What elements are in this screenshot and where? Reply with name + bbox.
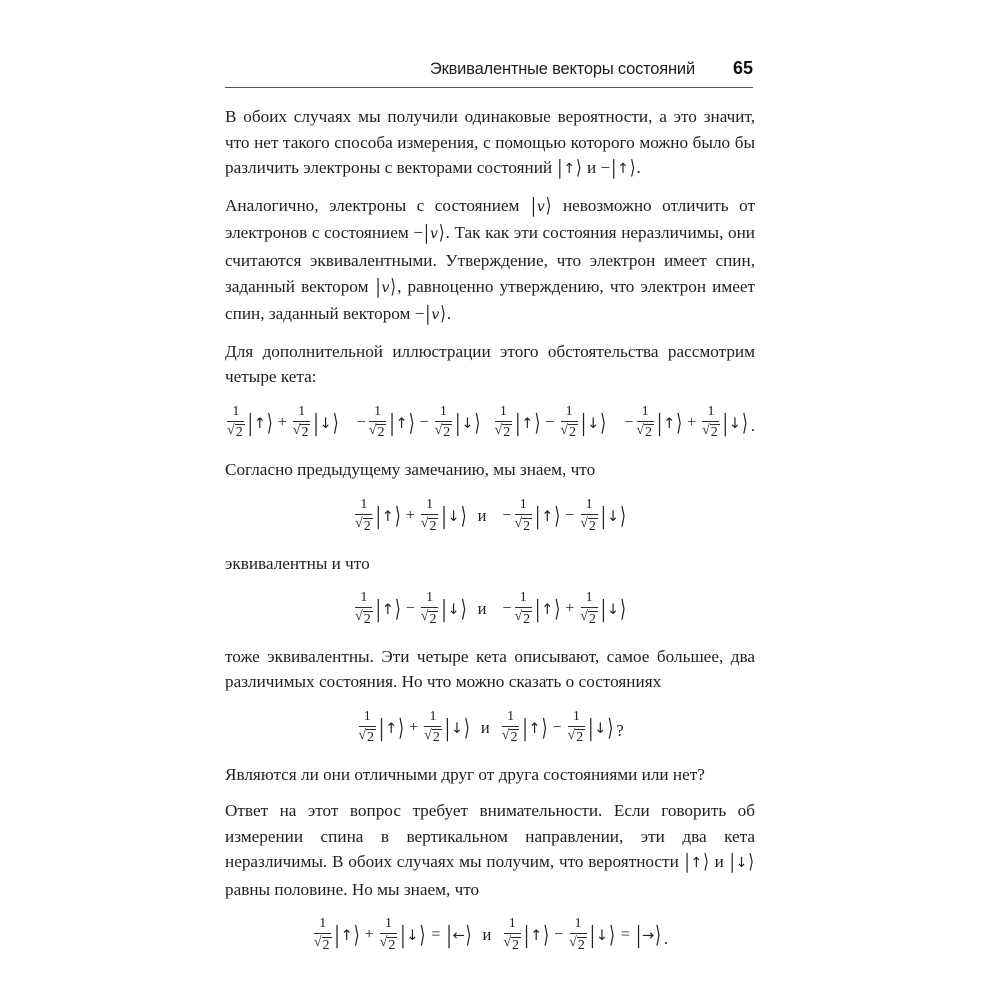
- ket-angle-icon: ⟩: [554, 594, 561, 623]
- formula: [225, 710, 755, 746]
- ket-angle-icon: ⟩: [353, 921, 360, 949]
- paragraph: В обоих случаях мы получили одинаковые вероятности, а это значит, что нет такого способа измерения, с помощью которого можно было бы различить электроны с векторами состояний |↑⟩ и −|↑⟩.: [225, 104, 755, 183]
- fraction: [495, 405, 513, 441]
- ket-down: [600, 501, 626, 530]
- ket-angle-icon: ⟩: [629, 158, 636, 180]
- ket-bar-icon: |: [515, 408, 521, 437]
- fraction: [580, 591, 598, 627]
- ket-symbol-down: ↓: [319, 415, 332, 432]
- radical-sign-icon: √: [580, 516, 588, 532]
- ket-bar-icon: |: [729, 852, 735, 874]
- ket-down: [722, 408, 748, 437]
- radicand: 2: [576, 730, 584, 746]
- ket-symbol-down: ↓: [447, 601, 460, 618]
- ket-up: [375, 594, 401, 623]
- ket-angle-icon: ⟩: [742, 408, 748, 437]
- paragraph: Являются ли они отличными друг от друга состояниями или нет?: [225, 765, 705, 785]
- fraction-denominator: [580, 515, 598, 534]
- ket-symbol-down: ↓: [447, 508, 460, 525]
- paragraph: эквивалентны и что: [225, 553, 370, 573]
- fraction-numerator: 1: [424, 710, 441, 727]
- ket-bar-icon: |: [611, 158, 617, 180]
- ket-symbol-up: ↑: [395, 415, 408, 432]
- conjunction: и: [477, 505, 487, 525]
- ket-angle-icon: ⟩: [655, 921, 662, 949]
- ket-angle-icon: ⟩: [748, 852, 754, 874]
- fraction: [293, 405, 311, 441]
- radicand: 2: [577, 937, 585, 953]
- ket-bar-icon: |: [441, 594, 447, 623]
- radical-sign-icon: √: [420, 516, 429, 532]
- ket-angle-icon: ⟩: [438, 223, 445, 245]
- ket-angle-icon: ⟩: [534, 408, 541, 437]
- running-head: [225, 58, 753, 88]
- radical-sign-icon: √: [227, 422, 235, 438]
- radicand: 2: [710, 425, 718, 441]
- minus-sign: −: [624, 413, 634, 431]
- fraction: [702, 405, 720, 441]
- fraction-numerator: 1: [504, 917, 521, 934]
- ket-up: [685, 849, 709, 877]
- radical-sign-icon: √: [501, 727, 510, 743]
- fraction-numerator: 1: [495, 405, 512, 422]
- radical-sign-icon: √: [313, 935, 322, 951]
- fraction-denominator: [355, 608, 373, 627]
- fraction-numerator: 1: [515, 498, 532, 515]
- fraction: [560, 405, 578, 441]
- radical-sign-icon: √: [494, 422, 503, 438]
- ket-symbol-up: ↑: [541, 508, 554, 525]
- ket-bar-icon: |: [247, 408, 253, 437]
- fraction-numerator: 1: [502, 710, 519, 727]
- ket-symbol-down: ↓: [606, 508, 620, 525]
- ket-down: [441, 594, 467, 623]
- fraction-denominator: [580, 608, 598, 627]
- ket-angle-icon: ⟩: [703, 852, 709, 874]
- ket-symbol-up: ↑: [541, 601, 554, 618]
- radical-sign-icon: √: [368, 422, 377, 438]
- ket-angle-icon: ⟩: [576, 158, 582, 180]
- ket-down: [588, 713, 614, 742]
- radical-sign-icon: √: [355, 516, 363, 532]
- ket-bar-icon: |: [425, 304, 431, 326]
- fraction: [314, 917, 332, 953]
- ket-symbol-right: →: [642, 928, 655, 945]
- radicand: 2: [388, 937, 396, 953]
- fraction-denominator: [636, 422, 654, 441]
- fraction: [568, 710, 586, 746]
- ket-angle-icon: ⟩: [545, 195, 552, 218]
- fraction-numerator: 1: [421, 591, 438, 608]
- fraction-denominator: [435, 422, 453, 441]
- fraction-denominator: [355, 515, 373, 534]
- ket-angle-icon: ⟩: [394, 594, 401, 623]
- radicand: 2: [432, 730, 440, 746]
- ket-down: [455, 408, 481, 437]
- ket-angle-icon: ⟩: [464, 713, 470, 742]
- fraction: [227, 405, 245, 441]
- ket-bar-icon: |: [588, 713, 594, 742]
- radicand: 2: [322, 937, 330, 953]
- radicand: 2: [363, 611, 371, 627]
- ket-symbol-up: ↑: [690, 855, 703, 872]
- fraction: [355, 498, 373, 534]
- fraction-denominator: [380, 934, 398, 953]
- ket-symbol-down: ↓: [735, 855, 748, 872]
- ket-right: [635, 921, 662, 949]
- ket-angle-icon: ⟩: [620, 594, 626, 623]
- fraction-denominator: [495, 422, 513, 441]
- radicand: 2: [523, 518, 531, 534]
- ket-angle-icon: ⟩: [541, 713, 548, 742]
- conjunction: и: [480, 717, 490, 737]
- ket-bar-icon: |: [446, 921, 452, 949]
- ket-bar-icon: |: [375, 594, 381, 623]
- running-head-title: Эквивалентные векторы состояний: [429, 60, 695, 78]
- ket-symbol-down: ↓: [595, 928, 609, 945]
- ket-left: [446, 921, 472, 949]
- ket-symbol-up: ↑: [381, 601, 394, 618]
- ket-bar-icon: |: [535, 501, 541, 530]
- ket-down: [730, 849, 754, 877]
- ket-bar-icon: |: [424, 223, 429, 245]
- ket-angle-icon: ⟩: [474, 408, 481, 437]
- ket-angle-icon: ⟩: [266, 408, 273, 437]
- fraction-denominator: [514, 515, 532, 534]
- ket-symbol-down: ↓: [594, 720, 607, 737]
- fraction-numerator: 1: [380, 917, 397, 934]
- ket-symbol-v: v: [381, 279, 390, 296]
- fraction-denominator: [227, 422, 245, 441]
- minus-sign: −: [356, 413, 366, 431]
- ket-bar-icon: |: [441, 501, 447, 530]
- conjunction: и: [482, 925, 492, 945]
- ket-symbol-up: ↑: [617, 161, 629, 178]
- ket-up: [389, 408, 415, 437]
- fraction-denominator: [314, 934, 332, 953]
- fraction: [636, 405, 654, 441]
- ket-up: [522, 713, 548, 742]
- fraction-numerator: 1: [581, 498, 598, 515]
- fraction-numerator: 1: [293, 405, 310, 422]
- fraction-numerator: 1: [515, 591, 532, 608]
- ket-symbol-v: v: [536, 198, 545, 215]
- radical-sign-icon: √: [569, 935, 577, 951]
- ket-angle-icon: ⟩: [419, 921, 426, 949]
- ket-bar-icon: |: [722, 408, 728, 437]
- radicand: 2: [429, 518, 437, 534]
- ket-symbol-up: ↑: [253, 415, 266, 432]
- ket-up: [657, 408, 683, 437]
- ket-angle-icon: ⟩: [465, 921, 472, 949]
- fraction: [358, 710, 376, 746]
- ket-up: [515, 408, 541, 437]
- radicand: 2: [443, 425, 451, 441]
- fraction-denominator: [293, 422, 311, 441]
- radical-sign-icon: √: [424, 727, 432, 743]
- fraction: [421, 591, 439, 627]
- ket-down: [581, 408, 607, 437]
- fraction: [502, 710, 520, 746]
- ket-bar-icon: |: [635, 921, 642, 949]
- formula: [225, 591, 755, 627]
- fraction-numerator: 1: [359, 710, 376, 727]
- radical-sign-icon: √: [560, 422, 569, 438]
- ket-symbol-down: ↓: [461, 415, 474, 432]
- fraction-numerator: 1: [561, 405, 578, 422]
- operator: +: [405, 506, 415, 524]
- ket-symbol-up: ↑: [663, 415, 676, 432]
- ket-angle-icon: ⟩: [607, 713, 614, 742]
- ket-up: [557, 155, 581, 183]
- ket-angle-icon: ⟩: [398, 713, 405, 742]
- fraction-denominator: [560, 422, 578, 441]
- radicand: 2: [569, 425, 577, 441]
- ket-symbol-down: ↓: [728, 415, 742, 432]
- ket-angle-icon: ⟩: [332, 408, 339, 437]
- formula: [225, 917, 755, 953]
- operator: +: [565, 599, 575, 617]
- radicand: 2: [645, 425, 652, 441]
- radical-sign-icon: √: [503, 935, 512, 951]
- radical-sign-icon: √: [514, 609, 523, 625]
- radical-sign-icon: √: [358, 727, 367, 743]
- radical-sign-icon: √: [292, 422, 301, 438]
- ket-bar-icon: |: [557, 158, 563, 180]
- fraction-denominator: [503, 934, 521, 953]
- fraction: [569, 917, 587, 953]
- ket-angle-icon: ⟩: [408, 408, 415, 437]
- ket-down: [441, 501, 467, 530]
- ket-v: [424, 220, 444, 248]
- fraction-numerator: 1: [369, 405, 386, 422]
- fraction-numerator: 1: [227, 405, 244, 422]
- ket-angle-icon: ⟩: [554, 501, 561, 530]
- radical-sign-icon: √: [379, 935, 388, 951]
- fraction-denominator: [568, 727, 586, 746]
- fraction-numerator: 1: [702, 405, 719, 422]
- ket-up: [379, 713, 405, 742]
- fraction-denominator: [421, 608, 439, 627]
- ket-symbol-up: ↑: [528, 720, 541, 737]
- radicand: 2: [588, 518, 596, 534]
- ket-bar-icon: |: [600, 594, 606, 623]
- radical-sign-icon: √: [567, 727, 576, 743]
- fraction-denominator: [421, 515, 439, 534]
- equals-sign: =: [431, 926, 441, 944]
- operator: +: [687, 413, 697, 431]
- ket-bar-icon: |: [589, 921, 595, 949]
- radicand: 2: [377, 425, 385, 441]
- radicand: 2: [510, 730, 518, 746]
- ket-angle-icon: ⟩: [440, 304, 446, 326]
- ket-bar-icon: |: [657, 408, 663, 437]
- fraction-denominator: [369, 422, 387, 441]
- ket-bar-icon: |: [535, 594, 541, 623]
- radical-sign-icon: √: [514, 516, 523, 532]
- fraction: [369, 405, 387, 441]
- operator: −: [565, 506, 575, 524]
- ket-symbol-down: ↓: [406, 928, 419, 945]
- radicand: 2: [523, 611, 531, 627]
- radicand: 2: [503, 425, 511, 441]
- equals-sign: =: [620, 926, 630, 944]
- fraction-numerator: 1: [355, 591, 372, 608]
- minus-sign: −: [502, 599, 512, 617]
- ket-v: [531, 193, 551, 221]
- ket-angle-icon: ⟩: [600, 408, 607, 437]
- fraction-numerator: 1: [570, 917, 587, 934]
- ket-down: [589, 921, 615, 949]
- ket-angle-icon: ⟩: [460, 501, 467, 530]
- paragraph: Согласно предыдущему замечанию, мы знаем, что: [225, 460, 596, 480]
- ket-symbol-down: ↓: [606, 601, 620, 618]
- ket-bar-icon: |: [524, 921, 530, 949]
- fraction-denominator: [502, 727, 520, 746]
- radicand: 2: [588, 611, 596, 627]
- punctuation: ?: [616, 721, 624, 741]
- ket-symbol-v: v: [429, 226, 438, 243]
- ket-bar-icon: |: [455, 408, 461, 437]
- fraction-numerator: 1: [435, 405, 452, 422]
- ket-up: [247, 408, 273, 437]
- radicand: 2: [367, 730, 375, 746]
- operator: −: [552, 718, 562, 736]
- fraction-denominator: [514, 608, 532, 627]
- ket-symbol-up: ↑: [521, 415, 534, 432]
- ket-bar-icon: |: [334, 921, 340, 949]
- paragraph: тоже эквивалентны. Эти четыре кета описывают, самое большее, два различимых состояния. Но что можно сказать о состояниях: [225, 646, 755, 692]
- page-number: 65: [732, 58, 753, 78]
- ket-symbol-up: ↑: [381, 508, 394, 525]
- fraction: [424, 710, 442, 746]
- punctuation: .: [664, 928, 669, 948]
- ket-up: [535, 501, 561, 530]
- fraction-numerator: 1: [355, 498, 372, 515]
- ket-angle-icon: ⟩: [394, 501, 401, 530]
- ket-bar-icon: |: [379, 713, 385, 742]
- radicand: 2: [512, 937, 520, 953]
- paragraph: Ответ на этот вопрос требует внимательности. Если говорить об измерении спина в вертикальном направлении, эти два кета неразличимы. В обоих случаях мы получим, что вероятности |↑⟩ и |↓⟩ равны половине. Но мы знаем, что: [225, 800, 755, 899]
- operator: +: [364, 926, 374, 944]
- operator: −: [545, 413, 555, 431]
- ket-down: [600, 594, 626, 623]
- fraction: [435, 405, 453, 441]
- radicand: 2: [363, 518, 371, 534]
- fraction-denominator: [424, 727, 442, 746]
- formula: [225, 498, 755, 534]
- ket-up: [535, 594, 561, 623]
- ket-symbol-down: ↓: [450, 720, 464, 737]
- ket-down: [444, 713, 470, 742]
- conjunction: и: [477, 598, 487, 618]
- fraction: [514, 591, 532, 627]
- radicand: 2: [235, 425, 243, 441]
- ket-angle-icon: ⟩: [676, 408, 683, 437]
- ket-up: [611, 155, 635, 183]
- ket-bar-icon: |: [600, 501, 606, 530]
- ket-angle-icon: ⟩: [460, 594, 467, 623]
- radical-sign-icon: √: [434, 422, 443, 438]
- ket-down: [313, 408, 339, 437]
- radical-sign-icon: √: [702, 422, 710, 438]
- ket-symbol-left: ←: [452, 928, 465, 945]
- paragraph: Для дополнительной иллюстрации этого обстоятельства рассмотрим четыре кета:: [225, 341, 755, 387]
- ket-up: [524, 921, 550, 949]
- formula: [225, 405, 755, 441]
- ket-bar-icon: |: [444, 713, 450, 742]
- ket-bar-icon: |: [375, 501, 381, 530]
- operator: +: [277, 413, 287, 431]
- ket-angle-icon: ⟩: [609, 921, 615, 949]
- ket-symbol-up: ↑: [340, 928, 353, 945]
- ket-up: [334, 921, 360, 949]
- ket-angle-icon: ⟩: [390, 276, 397, 299]
- radical-sign-icon: √: [636, 422, 644, 438]
- ket-bar-icon: |: [530, 195, 536, 218]
- radical-sign-icon: √: [580, 609, 588, 625]
- fraction: [503, 917, 521, 953]
- operator: −: [405, 599, 415, 617]
- ket-angle-icon: ⟩: [620, 501, 626, 530]
- ket-symbol-up: ↑: [563, 161, 576, 178]
- operator: −: [554, 926, 564, 944]
- ket-v: [425, 301, 445, 329]
- fraction-denominator: [358, 727, 376, 746]
- fraction: [355, 591, 373, 627]
- fraction: [380, 917, 398, 953]
- operator: −: [419, 413, 429, 431]
- ket-bar-icon: |: [313, 408, 319, 437]
- fraction-denominator: [702, 422, 720, 441]
- radical-sign-icon: √: [355, 609, 363, 625]
- paragraph: Аналогично, электроны с состоянием |v⟩ невозможно отличить от электронов с состоянием −|v⟩. Так как эти состояния неразличимы, они считаются эквивалентными. Утверждение, что электрон имеет спин, заданный вектором |v⟩, равноценно утверждению, что электрон имеет спин, заданный вектором −|v⟩.: [225, 193, 755, 329]
- minus-sign: −: [502, 506, 512, 524]
- operator: +: [409, 718, 419, 736]
- fraction-numerator: 1: [637, 405, 654, 422]
- ket-symbol-v: v: [431, 307, 440, 324]
- fraction-numerator: 1: [581, 591, 598, 608]
- ket-up: [375, 501, 401, 530]
- ket-bar-icon: |: [375, 276, 381, 299]
- radicand: 2: [301, 425, 309, 441]
- ket-bar-icon: |: [400, 921, 406, 949]
- punctuation: .: [750, 416, 755, 436]
- fraction: [580, 498, 598, 534]
- fraction-numerator: 1: [568, 710, 585, 727]
- ket-bar-icon: |: [522, 713, 528, 742]
- ket-bar-icon: |: [389, 408, 395, 437]
- fraction-numerator: 1: [421, 498, 438, 515]
- ket-bar-icon: |: [581, 408, 587, 437]
- fraction-numerator: 1: [314, 917, 331, 934]
- page-content: [225, 104, 755, 970]
- radical-sign-icon: √: [420, 609, 429, 625]
- ket-bar-icon: |: [684, 852, 690, 874]
- ket-symbol-down: ↓: [587, 415, 600, 432]
- radicand: 2: [429, 611, 437, 627]
- fraction: [514, 498, 532, 534]
- fraction-denominator: [569, 934, 587, 953]
- ket-angle-icon: ⟩: [543, 921, 550, 949]
- ket-v: [376, 274, 396, 302]
- ket-symbol-up: ↑: [385, 720, 398, 737]
- ket-symbol-up: ↑: [530, 928, 543, 945]
- ket-down: [400, 921, 426, 949]
- fraction: [421, 498, 439, 534]
